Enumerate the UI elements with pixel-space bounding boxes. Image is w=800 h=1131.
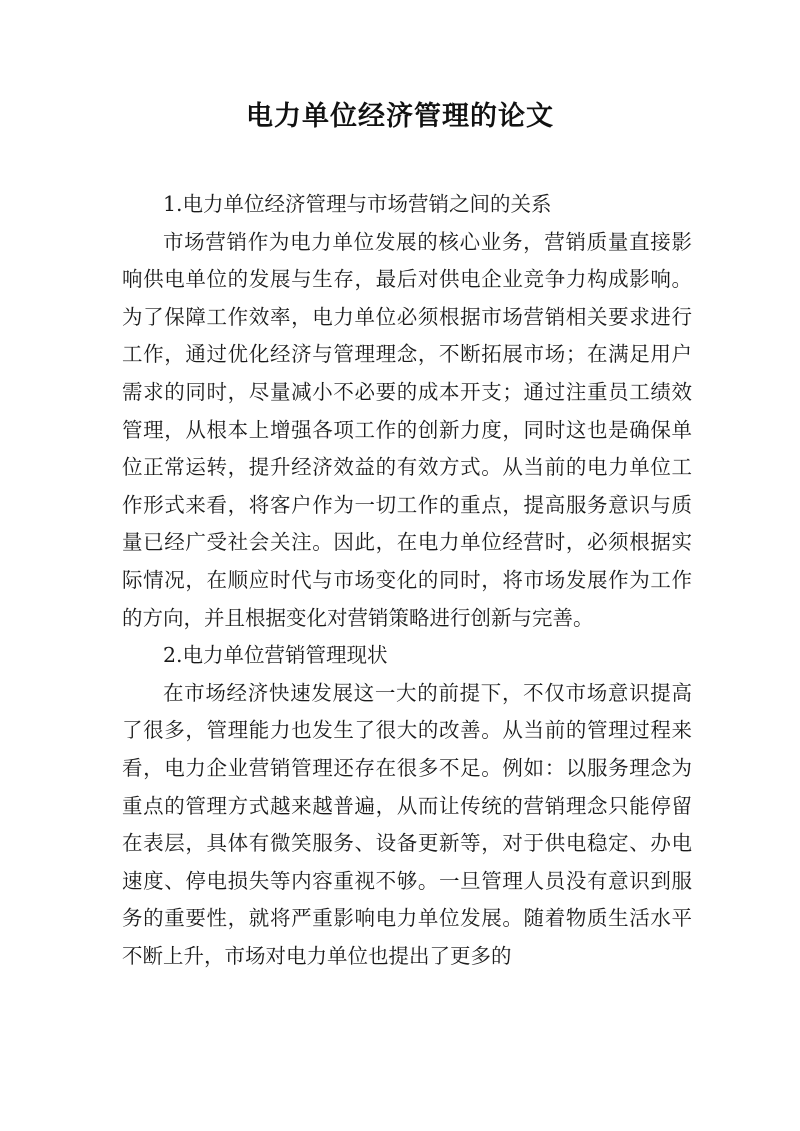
- section-paragraph-2: 在市场经济快速发展这一大的前提下，不仅市场意识提高了很多，管理能力也发生了很大的改善。从当前的管理过程来看，电力企业营销管理还存在很多不足。例如：以服务理念为重点的管理方式越来越普遍，从而让传统的营销理念只能停留在表层，具体有微笑服务、设备更新等，对于供电稳定、办电速度、停电损失等内容重视不够。一旦管理人员没有意识到服务的重要性，就将严重影响电力单位发展。随着物质生活水平不断上升，市场对电力单位也提出了更多的: [122, 680, 692, 968]
- document-body: [122, 186, 692, 975]
- section-paragraph-1: 市场营销作为电力单位发展的核心业务，营销质量直接影响供电单位的发展与生存，最后对供电企业竞争力构成影响。为了保障工作效率，电力单位必须根据市场营销相关要求进行工作，通过优化经济与管理理念，不断拓展市场；在满足用户需求的同时，尽量减小不必要的成本开支；通过注重员工绩效管理，从根本上增强各项工作的创新力度，同时这也是确保单位正常运转，提升经济效益的有效方式。从当前的电力单位工作形式来看，将客户作为一切工作的重点，提高服务意识与质量已经广受社会关注。因此，在电力单位经营时，必须根据实际情况，在顺应时代与市场变化的同时，将市场发展作为工作的方向，并且根据变化对营销策略进行创新与完善。: [122, 229, 692, 630]
- section-heading-2: 2.电力单位营销管理现状: [163, 643, 388, 668]
- document-title: 电力单位经济管理的论文: [246, 101, 554, 132]
- section-heading-1: 1.电力单位经济管理与市场营销之间的关系: [163, 192, 552, 216]
